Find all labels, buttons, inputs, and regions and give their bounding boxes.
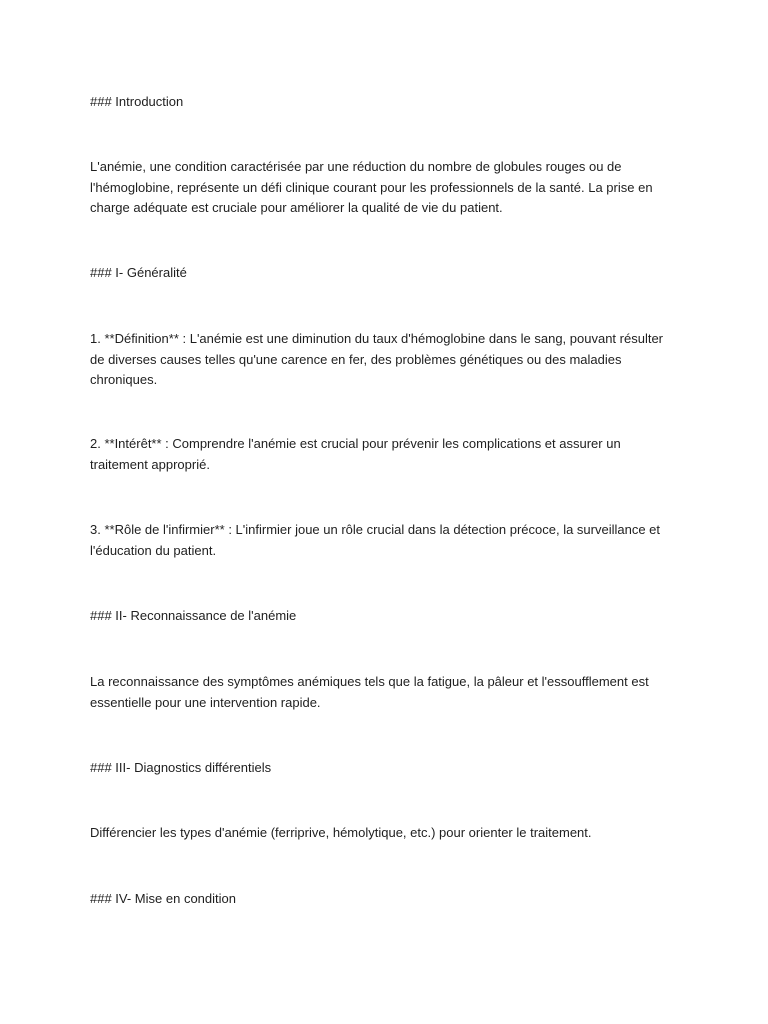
paragraph-introduction: L'anémie, une condition caractérisée par une réduction du nombre de globules rouges ou de l'hémoglobine, représente un défi clinique courant pour les professionnels de la santé. La prise en charge adéquate est cruciale pour améliorer la qualité de vie du patient. [90,159,653,215]
heading-reconnaissance: ### II- Reconnaissance de l'anémie [90,608,297,623]
paragraph-reconnaissance: La reconnaissance des symptômes anémiques tels que la fatigue, la pâleur et l'essoufflement est essentielle pour une intervention rapide. [90,674,649,710]
heading-introduction: ### Introduction [90,94,184,109]
heading-diagnostics: ### III- Diagnostics différentiels [90,760,272,775]
heading-generalite: ### I- Généralité [90,265,187,280]
paragraph-diagnostics: Différencier les types d'anémie (ferriprive, hémolytique, etc.) pour orienter le traitement. [90,825,592,840]
list-item-role-infirmier: 3. **Rôle de l'infirmier** : L'infirmier joue un rôle crucial dans la détection précoce, la surveillance et l'éducation du patient. [90,522,661,558]
list-item-interet: 2. **Intérêt** : Comprendre l'anémie est crucial pour prévenir les complications et assurer un traitement approprié. [90,436,621,472]
list-item-definition: 1. **Définition** : L'anémie est une diminution du taux d'hémoglobine dans le sang, pouvant résulter de diverses causes telles qu'une carence en fer, des problèmes génétiques ou des maladies chroniques. [90,331,663,387]
heading-mise-en-condition: ### IV- Mise en condition [90,891,236,906]
